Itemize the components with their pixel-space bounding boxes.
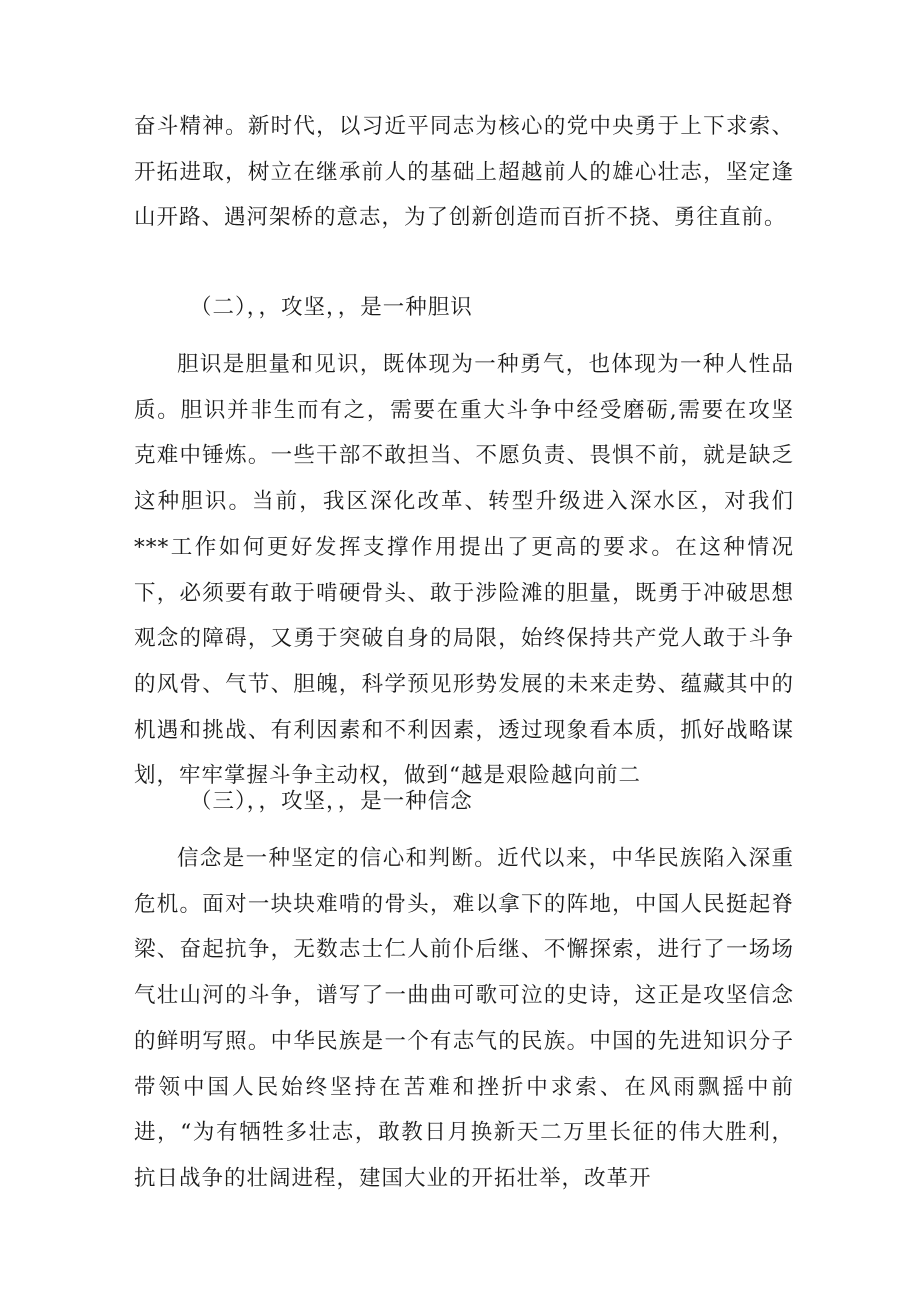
section-heading-3: （三），，攻坚，，是一种信念 bbox=[190, 789, 473, 814]
paragraph-belief: 信念是一种坚定的信心和判断。近代以来，中华民族陷入深重危机。面对一块块难啃的骨头，难以拿下的阵地，中国人民挺起脊梁、奋起抗争，无数志士仁人前仆后继、不懈探索，进行了一场场气壮山河的斗争，谱写了一曲曲可歌可泣的史诗，这正是攻坚信念的鲜明写照。中华民族是一个有志气的民族。中国的先进知识分子带领中国人民始终坚持在苦难和挫折中求索、在风雨飘摇中前进，“为有牺牲多壮志，敢教日月换新天二万里长征的伟大胜利，抗日战争的壮阔进程，建国大业的开拓壮举，改革开 bbox=[134, 846, 794, 1191]
paragraph-continuation: 奋斗精神。新时代，以习近平同志为核心的党中央勇于上下求索、开拓进取，树立在继承前人的基础上超越前人的雄心壮志，坚定逢山开路、遇河架桥的意志，为了创新创造而百折不挠、勇往直前。 bbox=[134, 114, 794, 231]
paragraph-courage: 胆识是胆量和见识，既体现为一种勇气，也体现为一种人性品质。胆识并非生而有之，需要在重大斗争中经受磨砺,需要在攻坚克难中锤炼。一些干部不敢担当、不愿负责、畏惧不前，就是缺乏这种胆识。当前，我区深化改革、转型升级进入深水区，对我们***工作如何更好发挥支撑作用提出了更高的要求。在这种情况下，必须要有敢于啃硬骨头、敢于涉险滩的胆量，既勇于冲破思想观念的障碍，又勇于突破自身的局限，始终保持共产党人敢于斗争的风骨、气节、胆魄，科学预见形势发展的未来走势、蕴藏其中的机遇和挑战、有利因素和不利因素，透过现象看本质，抓好战略谋划，牢牢掌握斗争主动权，做到“越是艰险越向前二 bbox=[134, 352, 794, 789]
section-heading-2: （二），，攻坚，，是一种胆识 bbox=[190, 295, 473, 320]
